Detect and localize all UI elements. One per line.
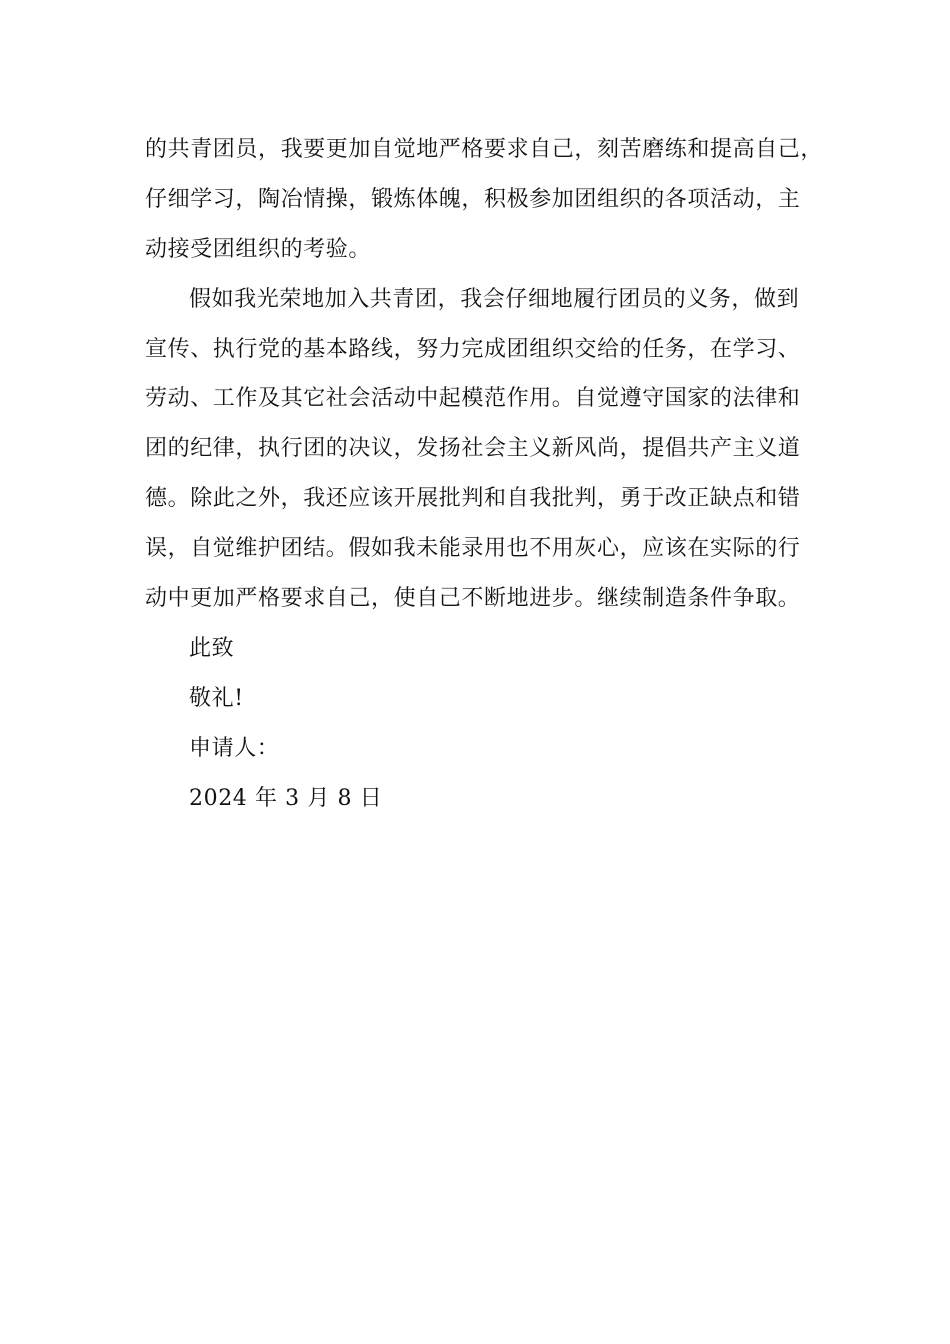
application-date: 2024 年 3 月 8 日 — [189, 786, 383, 811]
paragraph2-line-6: 误，自觉维护团结。假如我未能录用也不用灰心，应该在实际的行 — [145, 536, 801, 561]
closing-regards: 敬礼! — [189, 686, 244, 711]
paragraph2-line-7: 动中更加严格要求自己，使自己不断地进步。继续制造条件争取。 — [145, 586, 801, 611]
paragraph2-line-5: 德。除此之外，我还应该开展批判和自我批判，勇于改正缺点和错 — [145, 486, 801, 511]
paragraph1-line-1: 的共青团员，我要更加自觉地严格要求自己，刻苦磨练和提高自己， — [145, 137, 824, 162]
closing-salutation: 此致 — [189, 636, 235, 661]
paragraph2-line-2: 宣传、执行党的基本路线，努力完成团组织交给的任务，在学习、 — [145, 337, 801, 362]
paragraph2-line-4: 团的纪律，执行团的决议，发扬社会主义新风尚，提倡共产主义道 — [145, 436, 801, 461]
paragraph2-line-3: 劳动、工作及其它社会活动中起模范作用。自觉遵守国家的法律和 — [145, 386, 801, 411]
paragraph1-line-3: 动接受团组织的考验。 — [145, 237, 372, 262]
paragraph2-line-1: 假如我光荣地加入共青团，我会仔细地履行团员的义务，做到 — [189, 287, 800, 312]
applicant-label: 申请人： — [189, 736, 280, 761]
paragraph1-line-2: 仔细学习，陶冶情操，锻炼体魄，积极参加团组织的各项活动，主 — [145, 187, 801, 212]
